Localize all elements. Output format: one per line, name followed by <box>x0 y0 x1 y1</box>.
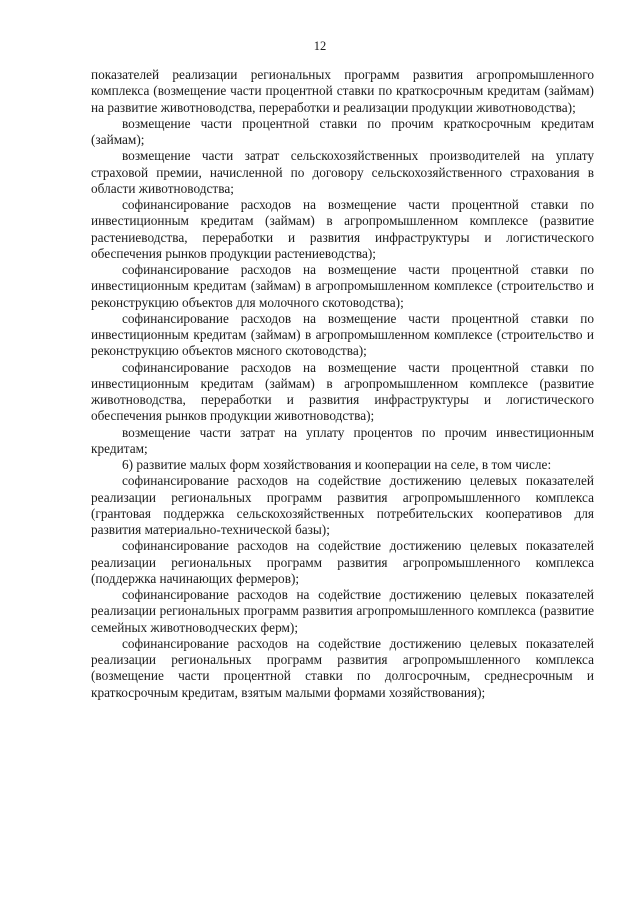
paragraph: софинансирование расходов на содействие достижению целевых показателей реализации региональных программ развития агропромышленного комплекса (грантовая поддержка сельскохозяйственных потребительских кооперативов для развития материально-технической базы); <box>91 473 594 537</box>
paragraph: возмещение части затрат сельскохозяйственных производителей на уплату страховой премии, начисленной по договору сельскохозяйственного страхования в области животноводства; <box>91 148 594 196</box>
paragraph: софинансирование расходов на содействие достижению целевых показателей реализации региональных программ развития агропромышленного комплекса (развитие семейных животноводческих ферм); <box>91 587 594 635</box>
paragraph: возмещение части процентной ставки по прочим краткосрочным кредитам (займам); <box>91 115 594 147</box>
paragraph: показателей реализации региональных программ развития агропромышленного комплекса (возмещение части процентной ставки по краткосрочным кредитам (займам) на развитие животноводства, переработки и реализации продукции животноводства); <box>91 67 594 115</box>
paragraph: софинансирование расходов на содействие достижению целевых показателей реализации региональных программ развития агропромышленного комплекса (поддержка начинающих фермеров); <box>91 538 594 586</box>
list-item-heading: 6) развитие малых форм хозяйствования и кооперации на селе, в том числе: <box>122 457 552 472</box>
paragraph: софинансирование расходов на возмещение части процентной ставки по инвестиционным кредитам (займам) в агропромышленном комплексе (развитие животноводства, переработки и развития инфраструктуры и логистического обеспечения рынков продукции животноводства); <box>91 359 594 424</box>
paragraph: софинансирование расходов на содействие достижению целевых показателей реализации региональных программ развития агропромышленного комплекса (возмещение части процентной ставки по долгосрочным, среднесрочным и краткосрочным кредитам, взятым малыми формами хозяйствования); <box>91 635 594 700</box>
paragraph: софинансирование расходов на возмещение части процентной ставки по инвестиционным кредитам (займам) в агропромышленном комплексе (строительство и реконструкцию объектов для молочного скотоводства); <box>91 262 594 310</box>
page-number: 12 <box>313 39 327 53</box>
paragraph: софинансирование расходов на возмещение части процентной ставки по инвестиционным кредитам (займам) в агропромышленном комплексе (развитие растениеводства, переработки и развития инфраструктуры и логистического обеспечения рынков продукции растениеводства); <box>91 197 594 261</box>
body-text <box>91 67 594 701</box>
paragraph: возмещение части затрат на уплату процентов по прочим инвестиционным кредитам; <box>91 424 594 456</box>
paragraph: софинансирование расходов на возмещение части процентной ставки по инвестиционным кредитам (займам) в агропромышленном комплексе (строительство и реконструкцию объектов мясного скотоводства); <box>91 310 594 359</box>
